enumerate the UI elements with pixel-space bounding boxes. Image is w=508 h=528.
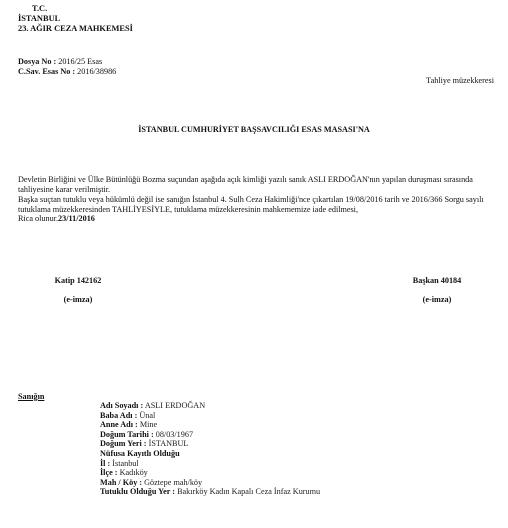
field-value: İSTANBUL (148, 439, 189, 449)
field-label: Adı Soyadı : (100, 401, 144, 410)
right-signature (408, 276, 466, 305)
president-role: Başkan 40184 (412, 276, 462, 285)
document-header (18, 4, 133, 34)
rica-prefix: Rica olunur. (18, 214, 59, 224)
field-label: Mah / Köy : (100, 477, 143, 487)
field-value: ASLI ERDOĞAN (144, 401, 206, 410)
info-row (100, 411, 320, 421)
info-row (100, 468, 320, 478)
defendant-title: Sanığın (18, 392, 45, 401)
field-value: Ünal (139, 410, 156, 420)
field-value: Göztepe mah/köy (144, 477, 203, 487)
dosya-label: Dosya No : (18, 57, 57, 66)
info-row (100, 401, 320, 411)
info-row (100, 449, 320, 459)
president-e-signature: (e-imza) (422, 294, 452, 304)
clerk-role: Katip 142162 (54, 276, 102, 285)
field-value: Mine (139, 420, 158, 430)
field-value: Bakırköy Kadın Kapalı Ceza İnfaz Kurumu (177, 487, 321, 497)
field-value: İstanbul (112, 458, 139, 468)
left-signature (50, 276, 106, 305)
csav-label: C.Sav. Esas No : (18, 66, 76, 76)
field-label: İl : (100, 458, 111, 468)
document-body (18, 175, 496, 224)
info-row (100, 478, 320, 488)
dosya-value: 2016/25 Esas (58, 57, 103, 66)
rica-date: 23/11/2016 (58, 214, 95, 224)
info-row (100, 459, 320, 469)
csav-value: 2016/38986 (77, 66, 117, 76)
field-value: 08/03/1967 (155, 429, 194, 439)
addressee: İSTANBUL CUMHURİYET BAŞSAVCILIĞI ESAS MASASI'NA (138, 125, 370, 134)
field-label: Baba Adı : (100, 410, 138, 420)
field-label: İlçe : (100, 468, 118, 478)
field-label: Doğum Tarihi : (100, 429, 154, 439)
field-label: Nüfusa Kayıtlı Olduğu (100, 448, 180, 458)
header-city: İSTANBUL (18, 14, 61, 24)
dosya-row (18, 57, 116, 67)
field-label: Anne Adı : (100, 420, 138, 430)
field-label: Doğum Yeri : (100, 439, 147, 449)
rica-line (18, 214, 496, 224)
info-row (100, 420, 320, 430)
case-numbers (18, 57, 116, 77)
field-label: Tutuklu Olduğu Yer : (100, 487, 176, 497)
info-row (100, 430, 320, 440)
field-value: Kadıköy (119, 468, 148, 478)
document-type: Tahliye müzekkeresi (426, 76, 494, 85)
defendant-info (100, 401, 320, 497)
header-court: 23. AĞIR CEZA MAHKEMESİ (18, 24, 133, 34)
csav-row (18, 67, 116, 77)
body-paragraph-1: Devletin Birliğini ve Ülke Bütünlüğü Bozma suçundan aşağıda açık kimliği yazılı sanık ASLI ERDOĞAN'nın yapılan duruşması sırasında tahliyesine karar verilmiştir. (18, 175, 473, 194)
header-tc: T.C. (32, 4, 48, 13)
clerk-e-signature: (e-imza) (63, 294, 93, 304)
info-row (100, 487, 320, 497)
info-row (100, 439, 320, 449)
body-paragraph-2: Başka suçtan tutuklu veya hükümlü değil ise sanığın İstanbul 4. Sulh Ceza Hakimliği'nce çıkartılan 19/08/2016 tarih ve 2016/366 Sorgu sayılı tutuklama müzekkeresinden TAHLİYESİYLE, tutuklama müzekkeresinin mahkememize iade edilmesi, (18, 194, 484, 214)
